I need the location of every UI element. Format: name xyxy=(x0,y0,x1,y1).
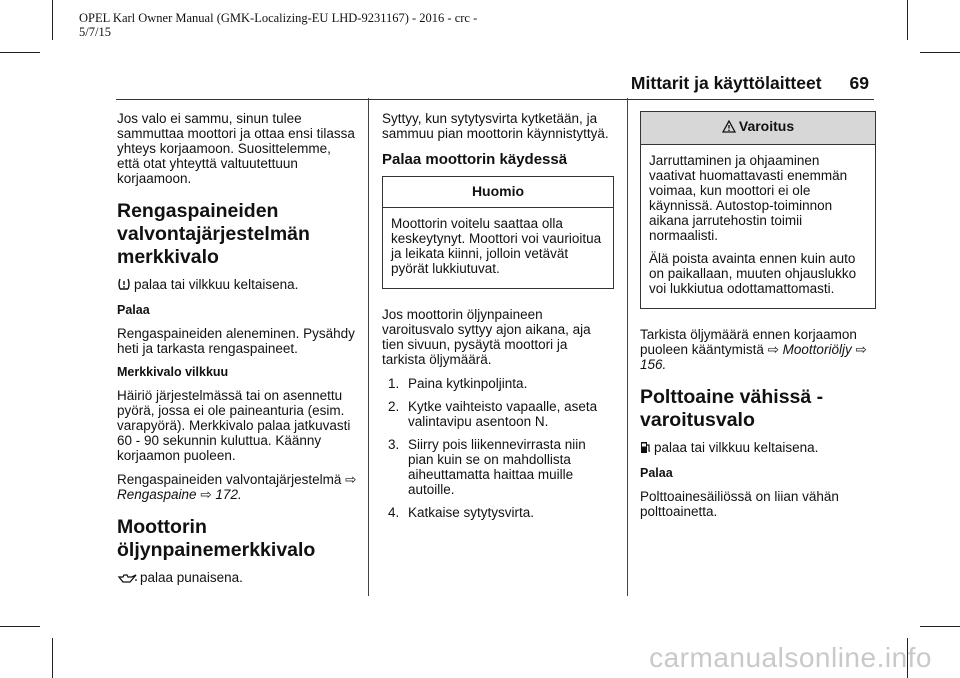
warning-paragraph: Älä poista avainta ennen kuin auto on paikallaan, muuten ohjauslukko voi lukkiutua odottamattomasti. xyxy=(649,251,857,296)
column-divider xyxy=(368,98,369,596)
column-divider xyxy=(627,98,628,596)
watermark: carmanualsonline.info xyxy=(649,642,932,673)
after-paragraph: Jos moottorin öljynpaineen varoitusvalo syttyy ajon aikana, aja tien sivuun, pysäytä moottori ja tarkista öljymäärä. xyxy=(382,307,591,367)
tpms-status: palaa tai vilkkuu keltaisena. xyxy=(134,277,299,292)
header-rule xyxy=(116,99,874,100)
meta-date: 5/7/15 xyxy=(79,25,111,39)
ref-arrow-icon: ⇨ xyxy=(345,472,357,487)
crop-mark xyxy=(920,626,960,627)
vilkkuu-label: Merkkivalo vilkkuu xyxy=(117,365,229,379)
check-paragraph: Tarkista öljymäärä ennen korjaamon puoleen kääntymistä ⇨ Moottoriöljy ⇨ 156. xyxy=(640,327,867,372)
fuel-pump-icon xyxy=(640,440,651,457)
warning-title: Varoitus xyxy=(738,118,795,134)
oil-status: palaa punaisena. xyxy=(140,570,243,585)
vilkkuu-text: Häiriö järjestelmässä tai on asennettu pyörä, jossa ei ole paineanturia (esim. varapyörä). Merkkivalo palaa jatkuvasti 60 - 90 sekunnin kuluttua. Käänny korjaamon puoleen. xyxy=(117,388,351,463)
ref-page-arrow-icon: ⇨ xyxy=(855,342,867,357)
fuel-line xyxy=(640,440,876,457)
palaa-label: Palaa xyxy=(640,466,673,480)
running-heading: Palaa moottorin käydessä xyxy=(382,151,568,168)
ref-page[interactable]: 156. xyxy=(640,357,667,372)
notice-title: Huomio xyxy=(383,177,613,208)
list-item: 4. Katkaise sytytysvirta. xyxy=(388,505,535,520)
running-header xyxy=(631,73,869,94)
ref-page[interactable]: 172. xyxy=(215,487,242,502)
page-number: 69 xyxy=(849,73,869,93)
crop-mark xyxy=(920,52,960,53)
document-meta xyxy=(79,11,477,39)
list-item: 1. Paina kytkinpoljinta. xyxy=(388,376,528,391)
ref-link[interactable]: Rengaspaine xyxy=(117,487,197,502)
crop-mark xyxy=(52,638,53,678)
tpms-heading: Rengaspaineiden valvontajärjestelmän merkkivalo xyxy=(117,200,310,268)
column-left xyxy=(117,111,357,596)
oil-can-icon xyxy=(117,572,137,587)
crop-mark xyxy=(0,626,40,627)
warning-paragraph: Jarruttaminen ja ohjaaminen vaativat huomattavasti enemmän voimaa, kun moottori ei ole käynnissä. Autostop-toiminnon aikana jarrutehostin toimii normaalisti. xyxy=(649,153,848,243)
ref-link[interactable]: Moottoriöljy xyxy=(782,342,852,357)
crop-mark xyxy=(907,0,908,40)
meta-line: OPEL Karl Owner Manual (GMK-Localizing-EU LHD-9231167) - 2016 - crc - xyxy=(79,11,478,25)
step-list xyxy=(382,376,614,520)
warning-header xyxy=(641,112,875,145)
warning-box xyxy=(640,111,876,309)
notice-box xyxy=(382,176,614,289)
crop-mark xyxy=(52,0,53,40)
intro-paragraph: Jos valo ei sammu, sinun tulee sammuttaa moottori ja ottaa ensi tilassa yhteys korjaamoon. Suosittelemme, että otat yhteyttä valtuutettuun korjaamoon. xyxy=(117,111,355,186)
list-item: 2. Kytke vaihteisto vapaalle, aseta valintavipu asentoon N. xyxy=(388,399,598,429)
palaa-text: Polttoainesäiliössä on liian vähän polttoainetta. xyxy=(640,489,839,519)
palaa-label: Palaa xyxy=(117,303,150,317)
ref-arrow-icon: ⇨ xyxy=(767,342,779,357)
ref-page-arrow-icon: ⇨ xyxy=(200,487,212,502)
oil-heading: Moottorin öljynpainemerkkivalo xyxy=(117,516,316,561)
column-right xyxy=(640,111,876,528)
list-item: 3. Siirry pois liikennevirrasta niin pian kuin se on mahdollista aiheuttamatta haittaa muille autoille. xyxy=(388,437,586,497)
crop-mark xyxy=(0,52,40,53)
fuel-status: palaa tai vilkkuu keltaisena. xyxy=(654,440,819,455)
column-middle xyxy=(382,111,614,528)
palaa-text: Rengaspaineiden aleneminen. Pysähdy heti ja tarkasta rengaspaineet. xyxy=(117,326,355,356)
oil-line xyxy=(117,570,357,587)
tire-pressure-icon xyxy=(117,277,131,294)
notice-text: Moottorin voitelu saattaa olla keskeytynyt. Moottori voi vaurioitua ja leikata kiinni, jolloin vetävät pyörät lukkiutuvat. xyxy=(391,216,602,276)
tpms-line xyxy=(117,277,357,294)
cross-reference xyxy=(117,472,357,502)
ref-prefix: Rengaspaineiden valvontajärjestelmä xyxy=(117,472,342,487)
warning-triangle-icon xyxy=(722,120,736,136)
fuel-heading: Polttoaine vähissä -varoitusvalo xyxy=(640,386,824,431)
section-title: Mittarit ja käyttölaitteet xyxy=(630,73,822,93)
intro-paragraph: Syttyy, kun sytytysvirta kytketään, ja sammuu pian moottorin käynnistyttyä. xyxy=(382,111,609,141)
